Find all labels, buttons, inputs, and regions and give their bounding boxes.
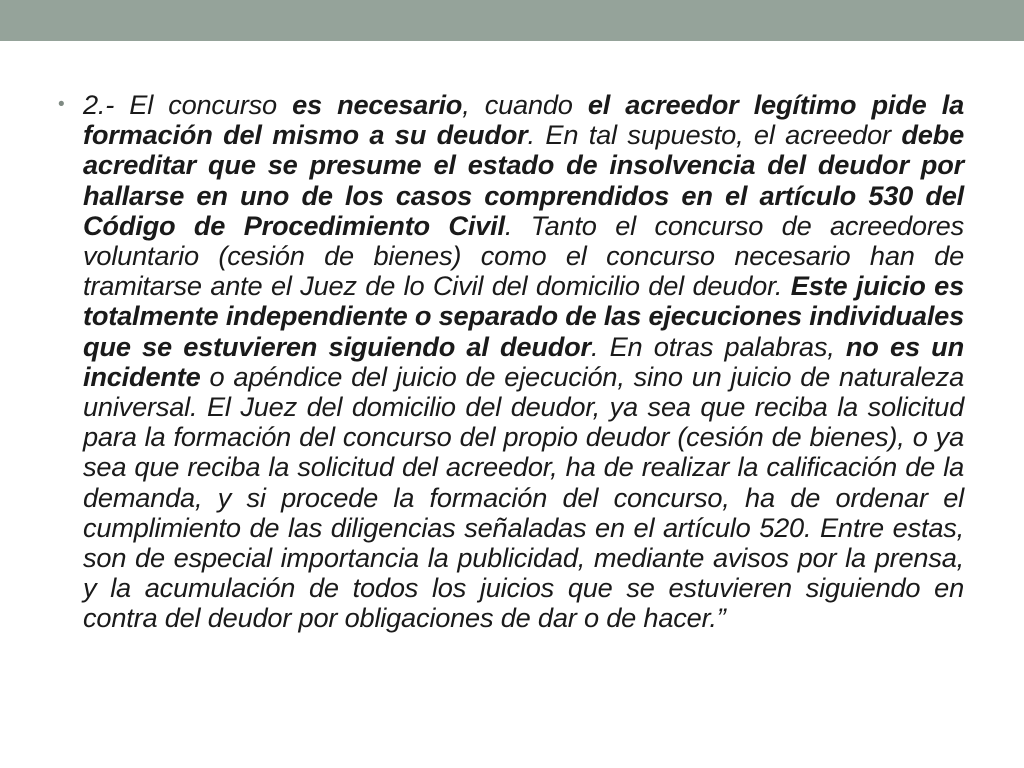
bold-segment: Este juicio es totalmente independiente o separado de las ejecuciones individuales que se estuvieren siguiendo al deudor bbox=[83, 270, 965, 362]
text-segment: o apéndice del juicio de ejecución, sino un juicio de naturaleza universal. El Juez del domicilio del deudor, ya sea que reciba la solicitud para la formación del concurso del propio deudor (cesión de bienes), o ya sea que reciba la solicitud del acreedor, ha de realizar la calificación de la demanda, y si procede la formación del concurso, ha de ordenar el cumplimiento de las diligencias señaladas en el artículo 520. Entre estas, son de especial importancia la publicidad, mediante avisos por la prensa, y la acumulación de todos los juicios que se estuvieren siguiendo en contra del deudor por obligaciones de dar o de hacer.” bbox=[83, 360, 964, 634]
bullet-icon: • bbox=[58, 94, 65, 115]
text-segment: . Tanto el concurso de acreedores voluntario (cesión de bienes) como el concurso necesario han de tramitarse ante el Juez de lo Civil del domicilio del deudor. bbox=[83, 209, 964, 302]
text-segment: 2.- El concurso bbox=[83, 89, 293, 120]
body-paragraph bbox=[83, 90, 964, 634]
slide-content bbox=[58, 90, 964, 634]
bullet-item bbox=[58, 90, 964, 634]
bold-segment: es necesario bbox=[292, 89, 463, 120]
bold-segment: el acreedor legítimo pide la formación del mismo a su deudor bbox=[83, 89, 964, 151]
bold-segment: debe acreditar que se presume el estado de insolvencia del deudor por hallarse en uno de los casos comprendidos en el artículo 530 del Código de Procedimiento Civil bbox=[83, 119, 964, 241]
text-segment: . En otras palabras, bbox=[590, 330, 846, 362]
bold-segment: no es un incidente bbox=[83, 330, 964, 392]
text-segment: . En tal supuesto, el acreedor bbox=[527, 119, 902, 151]
header-band bbox=[0, 0, 1024, 41]
text-segment: , cuando bbox=[462, 89, 588, 120]
